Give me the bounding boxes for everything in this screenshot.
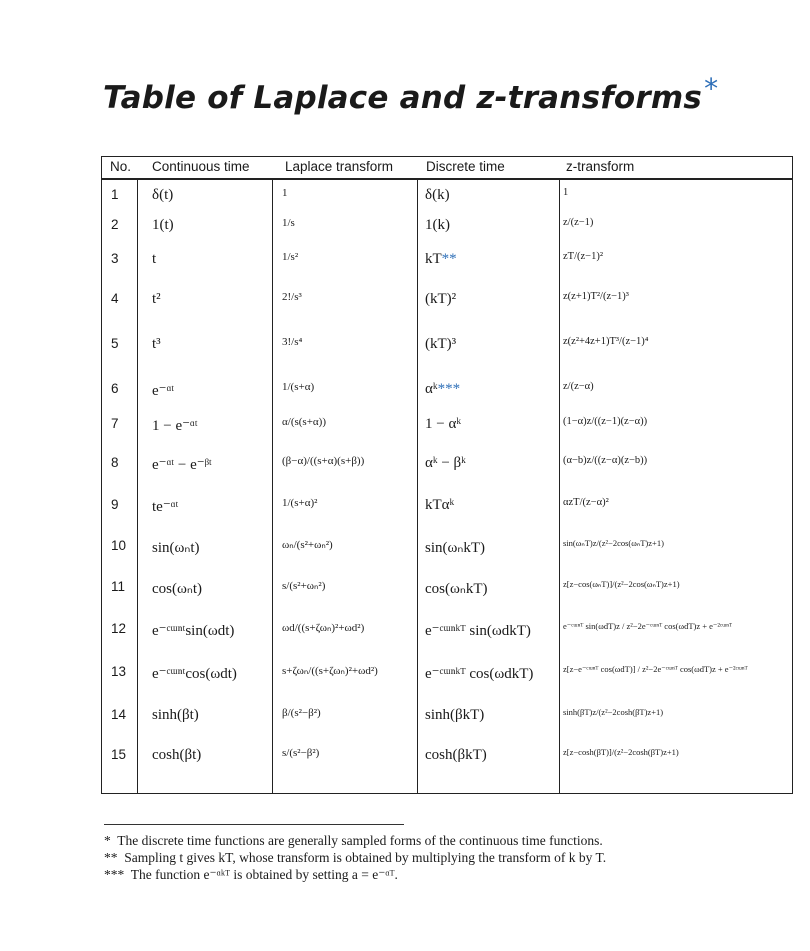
header-discrete-time: Discrete time xyxy=(426,159,505,174)
footnote-divider xyxy=(104,824,404,825)
discrete-time-cell xyxy=(425,381,460,398)
row-number: 10 xyxy=(111,538,127,553)
footnote-mark: *** xyxy=(437,381,461,397)
header-continuous-time: Continuous time xyxy=(152,159,250,174)
row-number: 11 xyxy=(111,579,126,594)
laplace-transform-cell: β/(s²−β²) xyxy=(282,707,321,719)
row-number: 8 xyxy=(111,455,119,470)
discrete-time-cell: e⁻ᶜᵚⁿᵏᵀ sin(ωdkT) xyxy=(425,623,531,639)
discrete-time-cell: cosh(βkT) xyxy=(425,747,487,763)
row-number: 5 xyxy=(111,336,119,351)
discrete-time-value: kT xyxy=(425,251,442,267)
continuous-time-cell: 1(t) xyxy=(152,217,174,233)
z-transform-cell: z/(z−α) xyxy=(563,381,594,392)
continuous-time-cell: e⁻ᶜᵚⁿᵗcos(ωdt) xyxy=(152,666,237,682)
z-transform-cell: z[z−cosh(βT)]/(z²−2cosh(βT)z+1) xyxy=(563,747,679,757)
discrete-time-cell: αᵏ − βᵏ xyxy=(425,455,466,471)
z-transform-cell: z[z−cos(ωₙT)]/(z²−2cos(ωₙT)z+1) xyxy=(563,579,680,589)
z-transform-cell: zT/(z−1)² xyxy=(563,251,603,262)
footnote-1: * The discrete time functions are generally sampled forms of the continuous time functions. xyxy=(104,833,603,848)
header-no: No. xyxy=(110,159,132,174)
row-number: 12 xyxy=(111,621,127,636)
continuous-time-cell: t² xyxy=(152,291,161,307)
z-transform-cell: αzT/(z−α)² xyxy=(563,497,609,508)
laplace-transform-cell: 1/(s+α)² xyxy=(282,497,318,509)
discrete-time-cell: (kT)² xyxy=(425,291,457,307)
continuous-time-cell: t xyxy=(152,251,157,267)
laplace-transform-cell: s/(s²−β²) xyxy=(282,747,320,759)
laplace-transform-cell: 1/s² xyxy=(282,251,299,263)
discrete-time-cell: 1 − αᵏ xyxy=(425,416,462,432)
row-number: 14 xyxy=(111,707,127,722)
discrete-time-cell: kTαᵏ xyxy=(425,497,455,513)
discrete-time-cell: sin(ωₙkT) xyxy=(425,540,486,556)
continuous-time-cell: t³ xyxy=(152,336,161,352)
discrete-time-cell: e⁻ᶜᵚⁿᵏᵀ cos(ωdkT) xyxy=(425,666,534,682)
continuous-time-cell: cosh(βt) xyxy=(152,747,202,763)
continuous-time-cell: cos(ωₙt) xyxy=(152,581,203,597)
row-number: 6 xyxy=(111,381,119,396)
footnote-mark: ** xyxy=(441,251,457,267)
column-divider xyxy=(137,178,138,794)
discrete-time-cell: (kT)³ xyxy=(425,336,457,352)
z-transform-cell: e⁻ᶜᵚⁿᵀ sin(ωdT)z / z²−2e⁻ᶜᵚⁿᵀ cos(ωdT)z + e⁻²ᶜᵚⁿᵀ xyxy=(563,621,733,631)
row-number: 2 xyxy=(111,217,119,232)
column-divider xyxy=(272,178,273,794)
footnote-2: ** Sampling t gives kT, whose transform is obtained by multiplying the transform of k by T. xyxy=(104,850,607,865)
continuous-time-cell: e⁻ᵅᵗ xyxy=(152,383,175,399)
footnote-3: *** The function e⁻ᵅᵏᵀ is obtained by setting a = e⁻ᵅᵀ. xyxy=(104,867,398,882)
discrete-time-value: αᵏ xyxy=(425,381,438,397)
column-divider xyxy=(417,178,418,794)
discrete-time-cell: cos(ωₙkT) xyxy=(425,581,488,597)
continuous-time-cell: sinh(βt) xyxy=(152,707,199,723)
laplace-transform-cell: ωₙ/(s²+ωₙ²) xyxy=(282,539,333,551)
continuous-time-cell: e⁻ᶜᵚⁿᵗsin(ωdt) xyxy=(152,623,235,639)
continuous-time-cell: sin(ωₙt) xyxy=(152,540,200,556)
header-divider xyxy=(101,178,793,180)
z-transform-cell: sin(ωₙT)z/(z²−2cos(ωₙT)z+1) xyxy=(563,538,664,548)
row-number: 9 xyxy=(111,497,119,512)
laplace-transform-cell: 1/(s+α) xyxy=(282,381,315,393)
z-transform-cell: sinh(βT)z/(z²−2cosh(βT)z+1) xyxy=(563,707,664,717)
row-number: 7 xyxy=(111,416,119,431)
laplace-transform-cell: 2!/s³ xyxy=(282,291,302,303)
laplace-transform-cell: s+ζωₙ/((s+ζωₙ)²+ωd²) xyxy=(282,665,378,677)
z-transform-cell: (1−α)z/((z−1)(z−α)) xyxy=(563,416,648,427)
laplace-transform-cell: α/(s(s+α)) xyxy=(282,416,326,428)
continuous-time-cell: δ(t) xyxy=(152,187,174,203)
laplace-transform-cell: 1 xyxy=(282,187,288,199)
laplace-transform-cell: s/(s²+ωₙ²) xyxy=(282,580,326,592)
laplace-transform-cell: (β−α)/((s+α)(s+β)) xyxy=(282,455,365,467)
discrete-time-cell: sinh(βkT) xyxy=(425,707,485,723)
laplace-transform-cell: 1/s xyxy=(282,217,295,229)
row-number: 3 xyxy=(111,251,119,266)
discrete-time-cell: δ(k) xyxy=(425,187,450,203)
column-divider xyxy=(559,178,560,794)
z-transform-cell: 1 xyxy=(563,187,569,198)
laplace-transform-cell: ωd/((s+ζωₙ)²+ωd²) xyxy=(282,622,365,634)
z-transform-cell: z[z−e⁻ᶜᵚⁿᵀ cos(ωdT)] / z²−2e⁻ᶜᵚⁿᵀ cos(ωdT)z + e⁻²ᶜᵚⁿᵀ xyxy=(563,664,748,674)
page-title: Table of Laplace and z-transforms* xyxy=(103,72,719,116)
row-number: 1 xyxy=(111,187,119,202)
header-z-transform: z-transform xyxy=(566,159,635,174)
continuous-time-cell: 1 − e⁻ᵅᵗ xyxy=(152,418,198,434)
row-number: 13 xyxy=(111,664,127,679)
discrete-time-cell xyxy=(425,251,457,268)
z-transform-cell: (α−b)z/((z−α)(z−b)) xyxy=(563,455,648,466)
laplace-transform-cell: 3!/s⁴ xyxy=(282,336,303,348)
row-number: 4 xyxy=(111,291,119,306)
continuous-time-cell: te⁻ᵅᵗ xyxy=(152,499,179,515)
z-transform-cell: z(z²+4z+1)T³/(z−1)⁴ xyxy=(563,336,649,347)
header-laplace-transform: Laplace transform xyxy=(285,159,394,174)
z-transform-cell: z/(z−1) xyxy=(563,217,594,228)
row-number: 15 xyxy=(111,747,127,762)
discrete-time-cell: 1(k) xyxy=(425,217,450,233)
title-footnote-mark: * xyxy=(704,72,719,105)
continuous-time-cell: e⁻ᵅᵗ − e⁻ᵝᵗ xyxy=(152,457,212,473)
z-transform-cell: z(z+1)T²/(z−1)³ xyxy=(563,291,629,302)
